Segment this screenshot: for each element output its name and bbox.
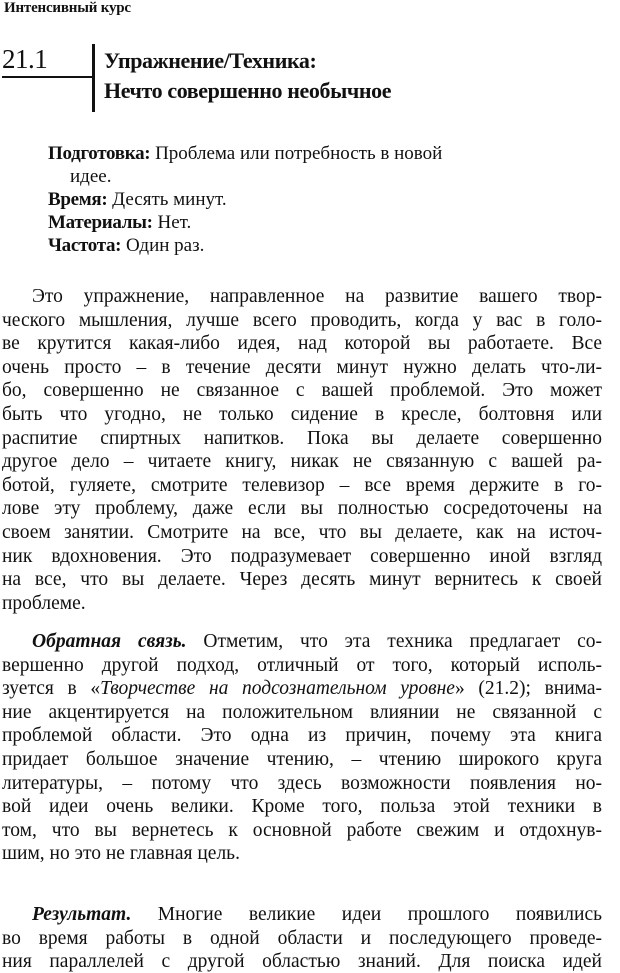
paragraph-line (2, 630, 602, 654)
info-preparation-label: Подготовка: (48, 143, 151, 164)
paragraph-line: лове эту проблему, даже если вы полностью сосредоточены на (2, 498, 602, 520)
paragraph-feedback (2, 630, 602, 866)
exercise-info (48, 142, 568, 257)
paragraph-line: проблеме. (2, 592, 86, 614)
feedback-lead: Обратная связь. (32, 631, 187, 652)
feedback-line-3-pre: зуется в « (2, 678, 101, 700)
paragraph-line: литературы, – потому что здесь возможности появления но- (2, 772, 602, 794)
paragraph-line: на все, что вы делаете. Через десять минут вернитесь к своей (2, 569, 602, 591)
paragraph-line: ния параллелей с другой областью знаний. Для поиска идей (2, 951, 602, 973)
info-frequency-value: Один раз. (121, 235, 205, 256)
info-time-label: Время: (48, 189, 108, 210)
section-number: 21.1 (2, 44, 48, 74)
feedback-line-1-rest: Отметим, что эта техника предлагает со- (186, 631, 602, 652)
paragraph-line: вой идеи очень велики. Кроме того, польза этой техники в (2, 796, 602, 818)
running-head: Интенсивный курс (4, 0, 131, 16)
result-lead: Результат. (32, 904, 132, 925)
paragraph-line: шим, но это не главная цель. (2, 843, 240, 865)
paragraph-line: ческого мышления, лучше всего проводить, когда у вас в голо- (2, 309, 602, 331)
paragraph-line: быть что угодно, не только сидение в кресле, болтовня или (2, 403, 602, 425)
info-time (48, 188, 568, 211)
paragraph-line (2, 677, 602, 701)
paragraph-line: очень просто – в течение десяти минут нужно делать что-ли- (2, 356, 602, 378)
paragraph-line: том, что вы вернетесь к основной работе свежим и отдохнув- (2, 819, 602, 841)
paragraph-line: Это упражнение, направленное на развитие вашего твор- (32, 286, 602, 307)
cross-reference-title: Творчестве на подсознательном уровне (100, 678, 455, 700)
paragraph-line: ние акцентируется на положительном влиянии не связанной с (2, 701, 602, 723)
paragraph-line: распитие спиртных напитков. Пока вы делаете совершенно (2, 427, 602, 449)
result-line-1-rest: Многие великие идеи прошлого появились (131, 904, 602, 925)
info-frequency (48, 234, 568, 257)
paragraph-line: ве крутится какая-либо идея, над которой вы работаете. Все (2, 333, 602, 355)
paragraph-line: ботой, гуляете, смотрите телевизор – все время держите в го- (2, 474, 602, 496)
paragraph-line: проблемой области. Это одна из причин, почему эта книга (2, 725, 602, 747)
info-time-value: Десять минут. (107, 189, 227, 210)
paragraph-line: своем занятии. Смотрите на все, что вы делаете, как на источ- (2, 521, 602, 543)
paragraph-line: придает большое значение чтению, – чтению широкого круга (2, 748, 602, 770)
section-title (104, 46, 391, 106)
info-preparation (48, 142, 568, 165)
info-preparation-value: Проблема или потребность в новой (150, 143, 443, 164)
paragraph-line: вершенно другой подход, отличный от того, который исполь- (2, 654, 602, 676)
paragraph-result (2, 903, 602, 973)
info-materials-value: Нет. (152, 212, 192, 233)
paragraph-line: другое дело – читаете книгу, никак не связанную с вашей ра- (2, 451, 602, 473)
info-materials (48, 211, 568, 234)
info-frequency-label: Частота: (48, 235, 122, 256)
paragraph-line (2, 903, 602, 927)
section-rule-vertical (92, 44, 95, 112)
info-preparation-cont: идее. (70, 166, 112, 187)
section-rule-horizontal (2, 76, 94, 78)
paragraph-line: ник вдохновения. Это подразумевает совершенно иной взгляд (2, 545, 602, 567)
section-title-line-2: Нечто совершенно необычное (104, 78, 392, 103)
feedback-line-3-post: » (21.2); внима- (454, 678, 602, 700)
paragraph-main (2, 285, 602, 615)
section-title-line-1: Упражнение/Техника: (104, 48, 317, 73)
paragraph-line: во время работы в одной области и последующего проведе- (2, 927, 602, 949)
paragraph-line: бо, совершенно не связанное с вашей проблемой. Это может (2, 380, 602, 402)
info-materials-label: Материалы: (48, 212, 153, 233)
